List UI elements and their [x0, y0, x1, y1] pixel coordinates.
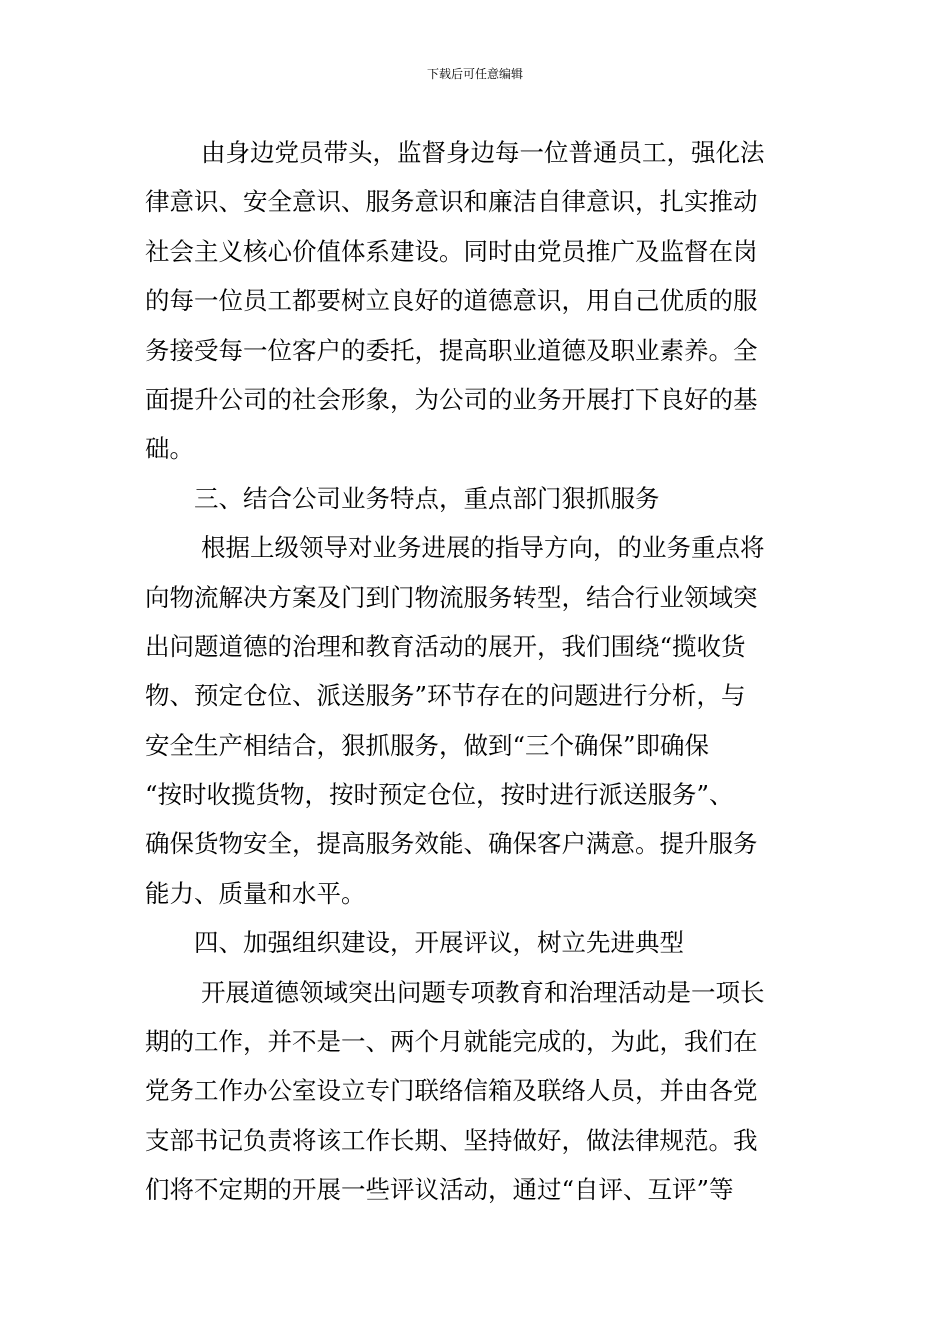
paragraph-line: 面提升公司的社会形象，为公司的业务开展打下良好的基 [145, 384, 758, 414]
paragraph-line: 党务工作办公室设立专门联络信箱及联络人员，并由各党 [145, 1076, 758, 1106]
paragraph-line: 社会主义核心价值体系建设。同时由党员推广及监督在岗 [145, 236, 758, 266]
paragraph-line: 物、预定仓位、派送服务”环节存在的问题进行分析，与 [145, 681, 746, 711]
paragraph-line: 期的工作，并不是一、两个月就能完成的，为此，我们在 [145, 1027, 758, 1057]
section-heading: 四、加强组织建设，开展评议，树立先进典型 [194, 928, 684, 958]
paragraph-line: 律意识、安全意识、服务意识和廉洁自律意识，扎实推动 [145, 187, 758, 217]
paragraph-line: 出问题道德的治理和教育活动的展开，我们围绕“揽收货 [145, 631, 746, 661]
page-header: 下载后可任意编辑 [426, 67, 523, 81]
paragraph-line: 开展道德领域突出问题专项教育和治理活动是一项长 [201, 977, 765, 1007]
section-heading: 三、结合公司业务特点，重点部门狠抓服务 [194, 483, 660, 513]
paragraph-line: 安全生产相结合，狠抓服务，做到“三个确保”即确保 [145, 730, 710, 760]
paragraph-line: 的每一位员工都要树立良好的道德意识，用自己优质的服 [145, 286, 758, 316]
paragraph-line: 能力、质量和水平。 [145, 878, 366, 908]
paragraph-line: 根据上级领导对业务进展的指导方向，的业务重点将 [201, 533, 765, 563]
paragraph-line: 确保货物安全，提高服务效能、确保客户满意。提升服务 [145, 829, 758, 859]
paragraph-line: 务接受每一位客户的委托，提高职业道德及职业素养。全 [145, 335, 758, 365]
paragraph-line: 支部书记负责将该工作长期、坚持做好，做法律规范。我 [145, 1125, 758, 1155]
paragraph-line: 由身边党员带头，监督身边每一位普通员工，强化法 [201, 138, 765, 167]
paragraph-line: 础。 [145, 434, 194, 464]
document-body [145, 128, 805, 1215]
paragraph-line: 向物流解决方案及门到门物流服务转型，结合行业领域突 [145, 582, 758, 612]
paragraph-line: 们将不定期的开展一些评议活动，通过“自评、互评”等 [145, 1175, 734, 1205]
paragraph-line: “按时收揽货物，按时预定仓位，按时进行派送服务”、 [145, 780, 734, 810]
